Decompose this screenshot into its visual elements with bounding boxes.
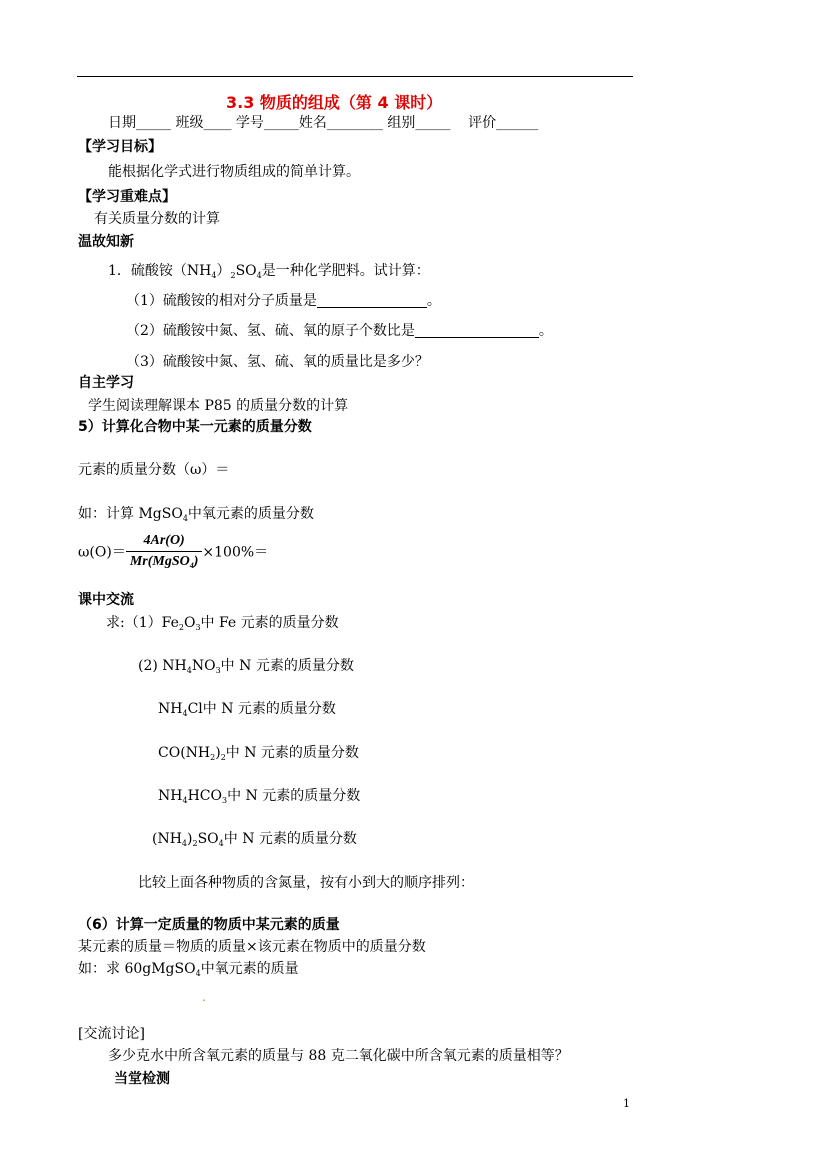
answer-blank-1[interactable] xyxy=(317,293,427,308)
review-question-1: 1．硫酸铵$(NH_4)_2SO_4$是一种化学肥料。试计算： xyxy=(108,263,430,280)
top-rule xyxy=(77,76,633,77)
discussion-text: 多少克水中所含氧元素的质量与 88 克二氧化碳中所含氧元素的质量相等？ xyxy=(108,1048,569,1064)
field-date-label: 日期 xyxy=(108,115,136,131)
key-text: 有关质量分数的计算 xyxy=(94,211,220,227)
review-heading: 温故知新 xyxy=(78,234,134,250)
class-question-3: $NH_4Cl$中 N 元素的质量分数 xyxy=(158,701,336,718)
goal-heading: 【学习目标】 xyxy=(78,139,162,155)
header-fields xyxy=(108,114,538,132)
field-name-label: 姓名 xyxy=(298,115,327,131)
class-question-6: $(NH_4)_2SO_4$中 N 元素的质量分数 xyxy=(152,831,357,848)
class-question-1: 求$:(1)Fe_2O_3$中 Fe 元素的质量分数 xyxy=(106,615,339,632)
field-class-blank[interactable]: ____ xyxy=(203,115,232,131)
page-title: 3.3 物质的组成（第 4 课时） xyxy=(226,93,443,112)
section-5-example: 如：计算 MgSO$_4$中氧元素的质量分数 xyxy=(78,506,314,523)
self-study-heading: 自主学习 xyxy=(78,375,134,391)
compare-text: 比较上面各种物质的含氮量，按有小到大的顺序排列： xyxy=(138,875,474,891)
field-grade-label: 评价 xyxy=(468,115,497,131)
class-question-2: (2) $NH_4NO_3$中 N 元素的质量分数 xyxy=(138,658,354,675)
answer-blank-2[interactable] xyxy=(415,323,539,338)
omega-lhs: ω(O)＝ xyxy=(78,544,126,561)
review-sub-3: （3）硫酸铵中氮、氢、硫、氧的质量比是多少？ xyxy=(126,354,429,370)
stray-dot: . xyxy=(202,990,206,1004)
in-class-check-heading: 当堂检测 xyxy=(114,1071,170,1087)
discussion-heading: [交流讨论] xyxy=(78,1026,145,1042)
field-class-label: 班级 xyxy=(175,115,204,131)
field-grade-blank[interactable]: ______ xyxy=(496,115,539,131)
goal-text: 能根据化学式进行物质组成的简单计算。 xyxy=(108,164,360,180)
key-heading: 【学习重难点】 xyxy=(78,189,176,205)
class-exchange-heading: 课中交流 xyxy=(78,592,134,608)
omega-numerator: 4Ar(O) xyxy=(126,533,203,552)
field-id-blank[interactable]: _____ xyxy=(263,115,299,131)
section-6-heading: （6）计算一定质量的物质中某元素的质量 xyxy=(78,917,340,933)
section-6-formula: 某元素的质量＝物质的质量×该元素在物质中的质量分数 xyxy=(78,939,426,955)
section-5-heading: 5）计算化合物中某一元素的质量分数 xyxy=(78,419,312,435)
review-sub-1: （1）硫酸铵的相对分子质量是 。 xyxy=(126,293,441,309)
field-group-label: 组别 xyxy=(387,115,416,131)
field-name-blank[interactable]: ________ xyxy=(326,115,383,131)
field-id-label: 学号 xyxy=(235,115,264,131)
class-question-5: $NH_4HCO_3$中 N 元素的质量分数 xyxy=(158,788,361,805)
self-study-text: 学生阅读理解课本 P85 的质量分数的计算 xyxy=(88,398,349,414)
field-date-blank[interactable]: _____ xyxy=(136,115,171,131)
class-question-4: $CO(NH_2)_2$中 N 元素的质量分数 xyxy=(158,745,359,762)
omega-formula xyxy=(78,533,268,579)
page-number: 1 xyxy=(623,1097,630,1110)
review-sub-2: （2）硫酸铵中氮、氢、硫、氧的原子个数比是 。 xyxy=(126,323,553,339)
omega-fraction xyxy=(126,533,203,570)
field-group-blank[interactable]: _____ xyxy=(415,115,451,131)
section-6-example: 如：求 60gMgSO$_4$中氧元素的质量 xyxy=(78,961,299,978)
section-5-formula: 元素的质量分数（ω）＝ xyxy=(78,462,230,478)
omega-denominator: Mr(MgSO$_4$) xyxy=(129,554,199,570)
omega-rhs: ×100%＝ xyxy=(202,544,269,561)
